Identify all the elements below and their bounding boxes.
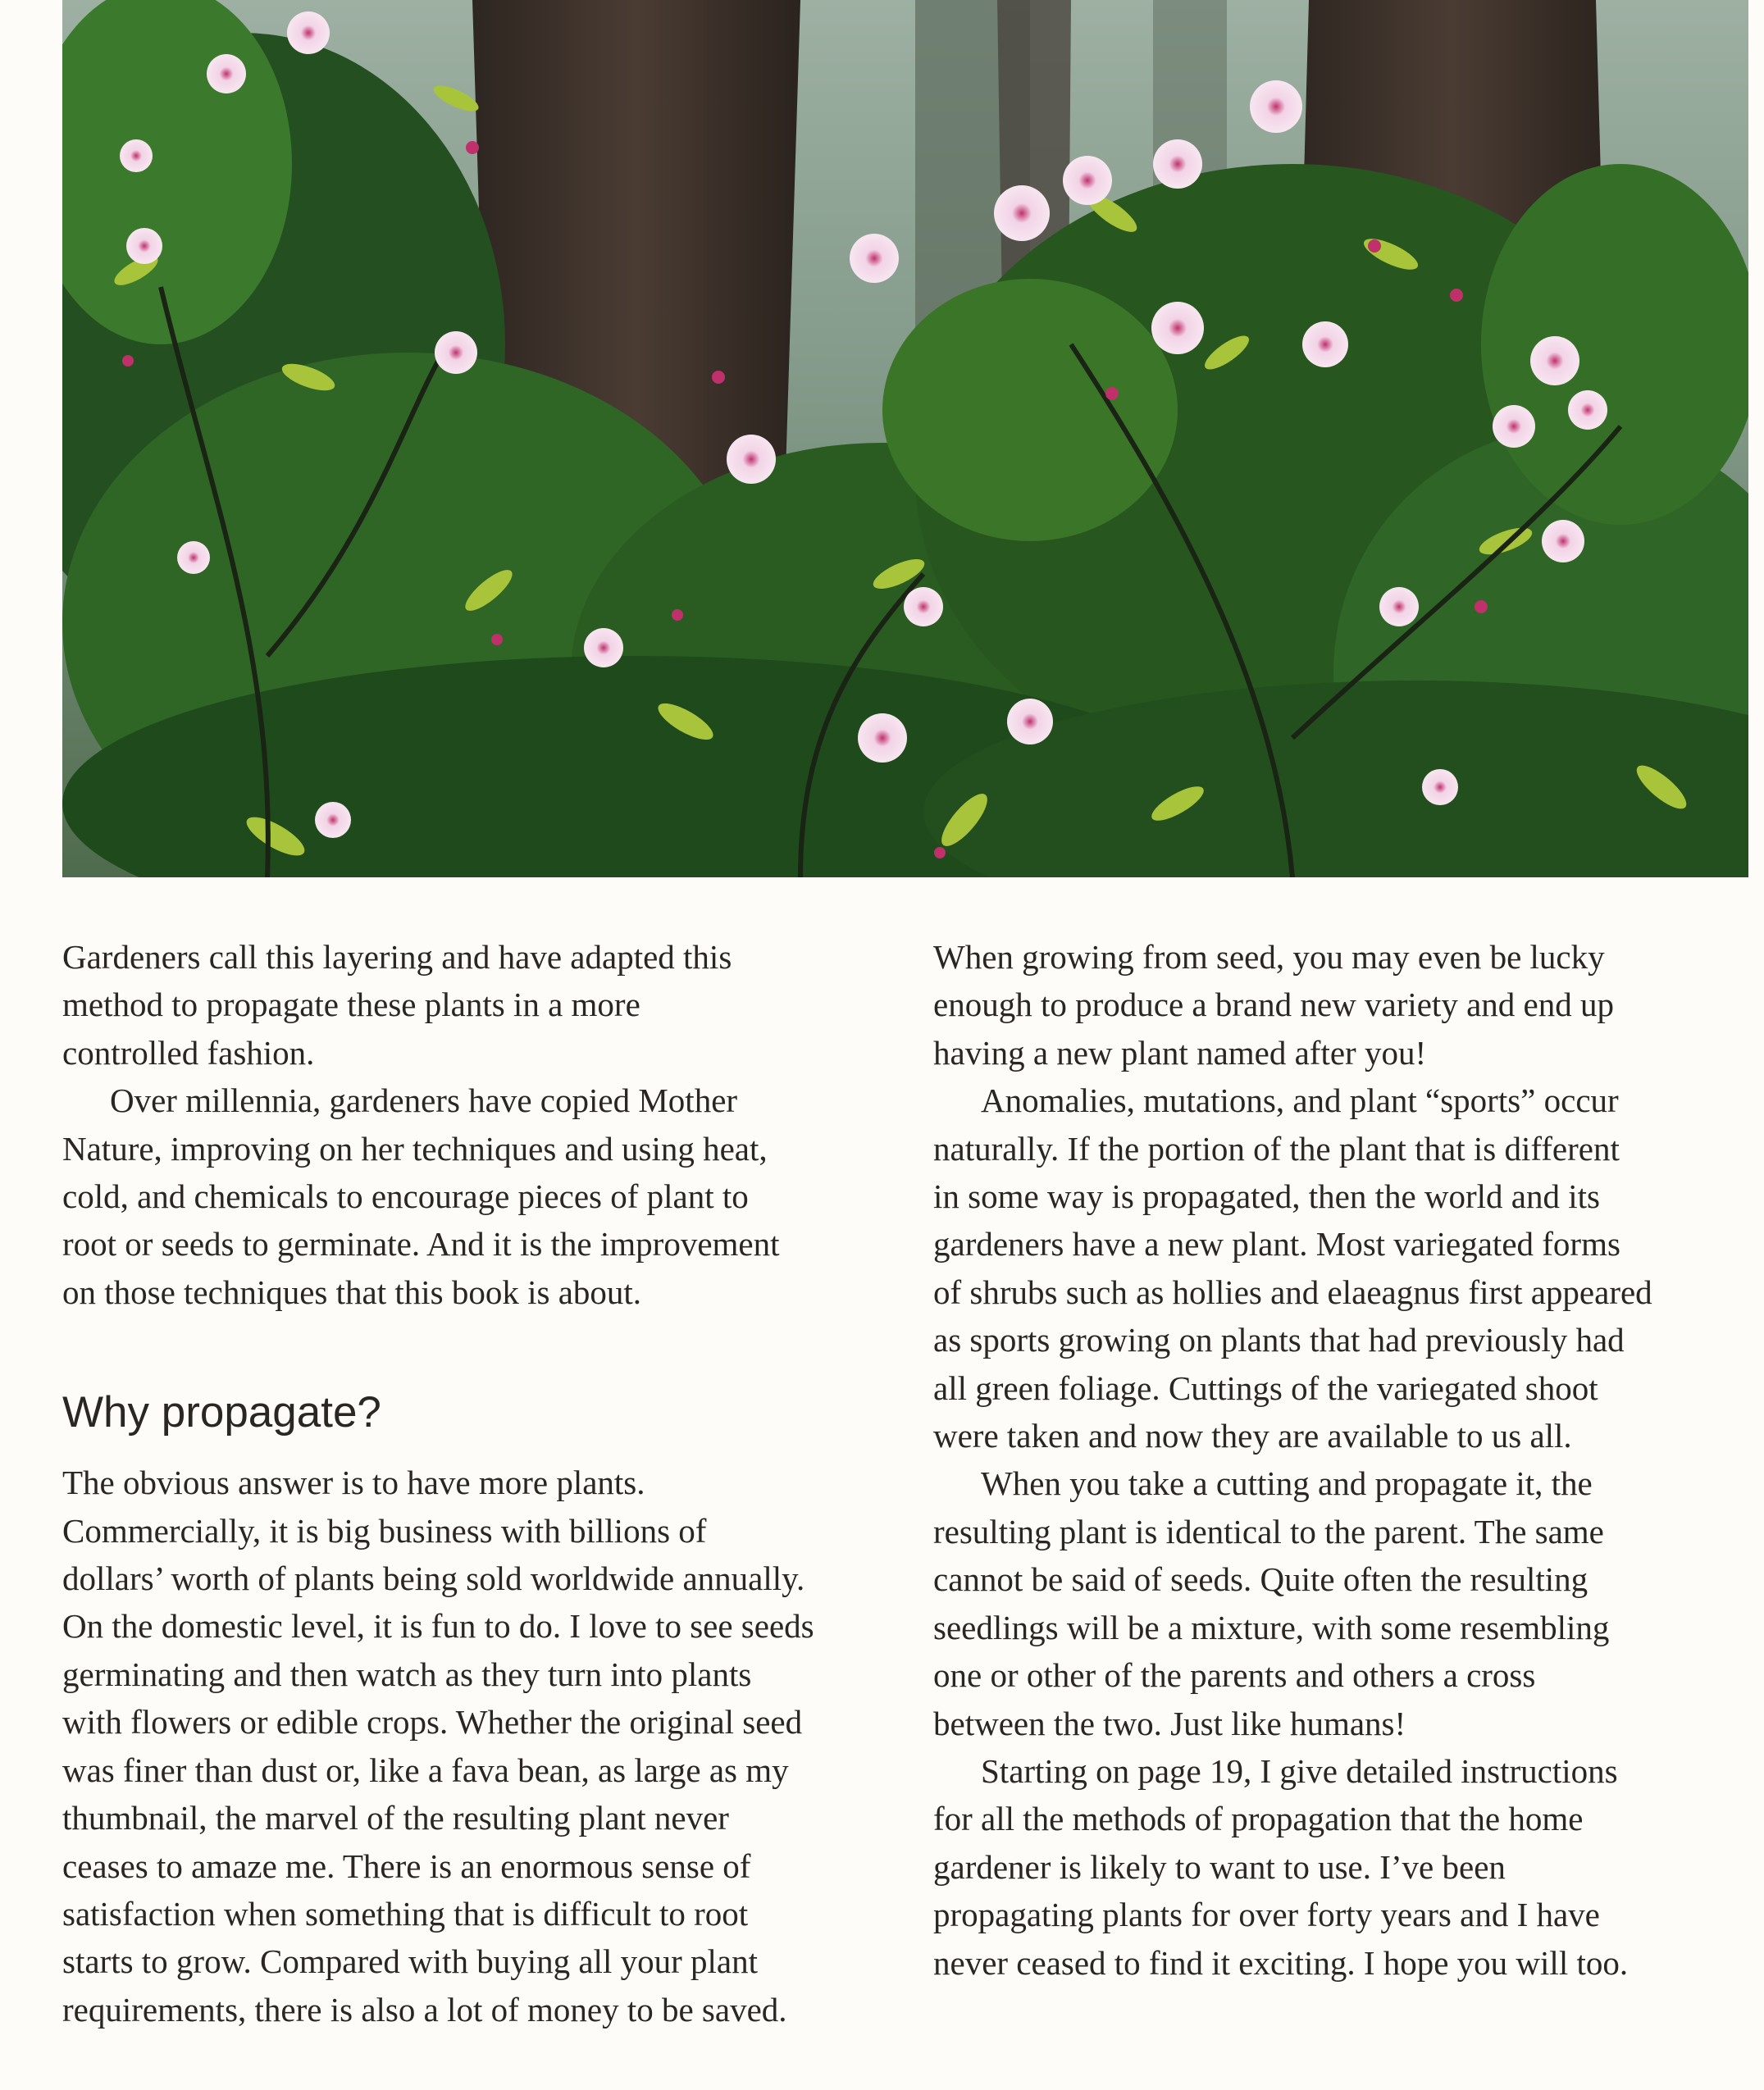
text-line: gardener is likely to want to use. I’ve been [933, 1847, 1506, 1886]
text-line: ceases to amaze me. There is an enormous sense of [62, 1846, 751, 1885]
text-line: On the domestic level, it is fun to do. I love to see seeds [62, 1607, 814, 1646]
paragraph [62, 1459, 891, 2033]
text-line: dollars’ worth of plants being sold worldwide annually. [62, 1560, 805, 1598]
rhododendron-forest-photo [62, 0, 1748, 877]
text-line: method to propagate these plants in a more [62, 986, 640, 1024]
text-line: between the two. Just like humans! [933, 1704, 1406, 1742]
text-line: starts to grow. Compared with buying all your plant [62, 1942, 758, 1981]
text-line: enough to produce a brand new variety and end up [933, 986, 1614, 1024]
text-line: all green foliage. Cuttings of the variegated shoot [933, 1368, 1598, 1407]
text-line: cannot be said of seeds. Quite often the resulting [933, 1560, 1589, 1599]
text-line: resulting plant is identical to the parent. The same [933, 1512, 1604, 1550]
photo-illustration [62, 0, 1748, 877]
text-line: Commercially, it is big business with billions of [62, 1511, 707, 1550]
text-line: of shrubs such as hollies and elaeagnus first appeared [933, 1273, 1652, 1311]
text-line: in some way is propagated, then the world and its [933, 1177, 1600, 1216]
text-line: was finer than dust or, like a fava bean, as large as my [62, 1751, 789, 1789]
text-line: one or other of the parents and others a cross [933, 1656, 1536, 1695]
text-line: When you take a cutting and propagate it, the [981, 1464, 1593, 1503]
text-line: requirements, there is also a lot of money to be saved. [62, 1990, 787, 2029]
text-line: When growing from seed, you may even be lucky [933, 938, 1605, 976]
paragraph [933, 933, 1753, 1077]
paragraph [933, 1747, 1753, 1987]
text-line: propagating plants for over forty years and I have [933, 1896, 1600, 1934]
text-line: naturally. If the portion of the plant that is different [933, 1129, 1620, 1168]
section-heading: Why propagate? [62, 1388, 381, 1437]
text-line: never ceased to find it exciting. I hope you will too. [933, 1943, 1629, 1982]
text-line: with flowers or edible crops. Whether the original seed [62, 1703, 803, 1742]
text-line: were taken and now they are available to us all. [933, 1417, 1572, 1455]
text-line: seedlings will be a mixture, with some resembling [933, 1608, 1610, 1646]
text-line: gardeners have a new plant. Most variegated forms [933, 1225, 1620, 1264]
text-line: controlled fashion. [62, 1033, 315, 1072]
paragraph [933, 1077, 1753, 1459]
text-line: Anomalies, mutations, and plant “sports” occur [981, 1081, 1619, 1120]
right-column [933, 933, 1753, 1987]
text-line: thumbnail, the marvel of the resulting plant never [62, 1799, 729, 1837]
text-line: cold, and chemicals to encourage pieces of plant to [62, 1177, 749, 1216]
text-line: Gardeners call this layering and have adapted this [62, 938, 732, 976]
text-line: as sports growing on plants that had previously had [933, 1321, 1625, 1359]
text-line: on those techniques that this book is about. [62, 1273, 642, 1311]
text-line: for all the methods of propagation that the home [933, 1800, 1584, 1838]
text-line: germinating and then watch as they turn into plants [62, 1655, 752, 1693]
paragraph [62, 1077, 891, 1316]
text-line: Nature, improving on her techniques and using heat, [62, 1129, 768, 1168]
text-line: The obvious answer is to have more plants. [62, 1464, 645, 1502]
paragraph [933, 1459, 1753, 1746]
text-line: root or seeds to germinate. And it is the improvement [62, 1225, 780, 1264]
paragraph [62, 933, 891, 1077]
text-line: having a new plant named after you! [933, 1033, 1427, 1072]
text-line: satisfaction when something that is difficult to root [62, 1894, 749, 1933]
left-column [62, 933, 891, 2033]
text-line: Over millennia, gardeners have copied Mother [110, 1081, 738, 1120]
text-line: Starting on page 19, I give detailed instructions [981, 1751, 1618, 1790]
